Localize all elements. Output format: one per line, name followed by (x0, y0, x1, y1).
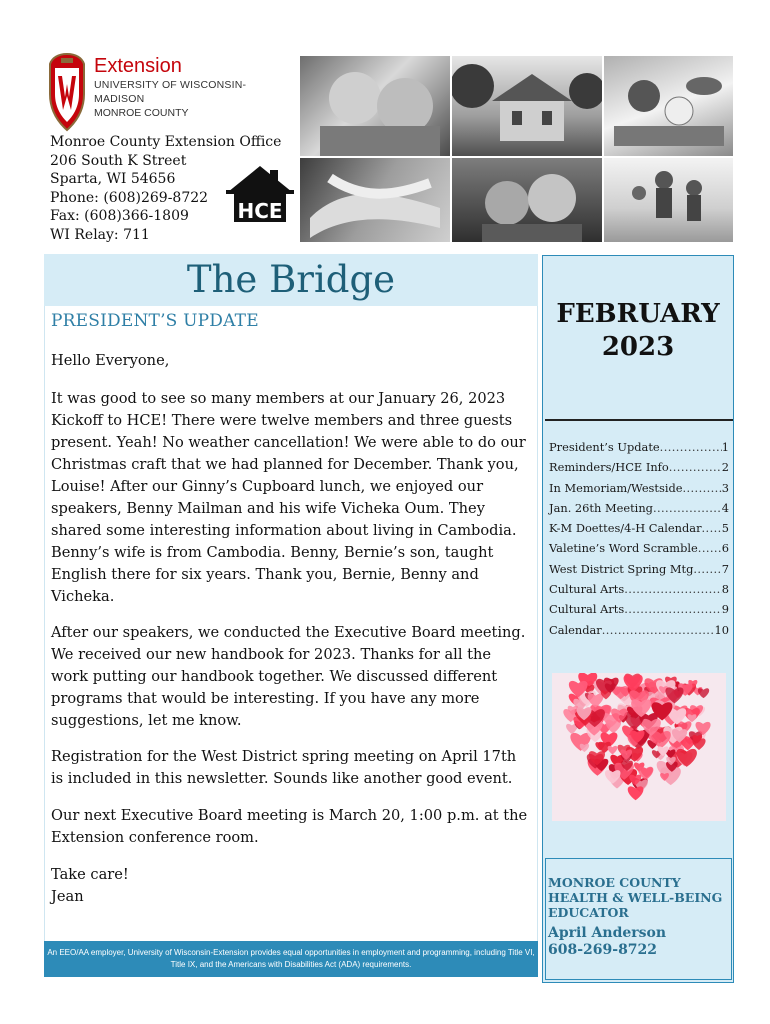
toc-item: Calendar ..... 10 (549, 620, 729, 640)
presidents-update-heading: PRESIDENT’S UPDATE (51, 311, 259, 331)
toc-item: Jan. 26th Meeting ..... 4 (549, 498, 729, 518)
photo-vegetables (604, 56, 733, 156)
photo-house (452, 56, 602, 156)
toc-item: Cultural Arts ..... 8 (549, 579, 729, 599)
newsletter-title: The Bridge (186, 258, 396, 301)
educator-phone: 608-269-8722 (548, 942, 658, 958)
uw-crest-icon (44, 52, 90, 132)
issue-month: FEBRUARY (556, 299, 720, 329)
letter-paragraph: It was good to see so many members at our January 26, 2023 Kickoff to HCE! There were twelve members and three guests present. Yeah! No weather cancellation! We were able to do our Christmas craft that we had planned for December. Thank you, Louise! After our Ginny’s Cupboard lunch, we enjoyed our speakers, Benny Mailman and his wife Vicheka Oum. They shared some interesting information about living in Cambodia. Benny’s wife is from Cambodia. Benny, Bernie’s son, taught English there for six years. Thank you, Bernie, Benny and Vicheka. (51, 390, 526, 605)
educator-name: April Anderson (548, 925, 667, 941)
logo-county-text: MONROE COUNTY (94, 107, 189, 119)
presidents-letter (51, 350, 531, 908)
letter-closing: Take care! (51, 866, 129, 883)
toc-item: West District Spring Mtg ..... 7 (549, 559, 729, 579)
hearts-icon (552, 673, 726, 821)
photo-grandmother (300, 56, 450, 156)
photo-family (604, 158, 733, 242)
eeo-footer: An EEO/AA employer, University of Wisconsin-Extension provides equal opportunities in employment and programming, including Title VI, Title IX, and the Americans with Disabilities Act (ADA) requirements. (44, 941, 538, 977)
valentine-hearts-image (552, 673, 726, 821)
toc-item: K-M Doettes/4-H Calendar ..... 5 (549, 518, 729, 538)
toc-item: In Memoriam/Westside ..... 3 (549, 478, 729, 498)
office-name: Monroe County Extension Office (50, 134, 282, 150)
letter-paragraph: Our next Executive Board meeting is March 20, 1:00 p.m. at the Extension conference room. (51, 807, 528, 846)
letter-signature: Jean (51, 888, 84, 905)
office-street: 206 South K Street (50, 152, 187, 169)
table-of-contents (549, 437, 729, 640)
logo-extension-text: Extension (94, 55, 182, 77)
hce-house-icon (224, 160, 296, 226)
photo-hands (300, 158, 450, 242)
hce-logo-text: HCE (237, 199, 283, 223)
letter-paragraph: Registration for the West District spring meeting on April 17th is included in this newsletter. Sounds like another good event. (51, 748, 517, 787)
toc-item: Cultural Arts ..... 9 (549, 599, 729, 619)
office-fax: Fax: (608)366-1809 (50, 208, 189, 225)
educator-contact (548, 925, 666, 959)
office-city: Sparta, WI 54656 (50, 171, 176, 188)
toc-item: Reminders/HCE Info ..... 2 (549, 457, 729, 477)
photo-children (452, 158, 602, 242)
logo-university-text: UNIVERSITY OF WISCONSIN-MADISON (94, 79, 247, 105)
title-band (44, 254, 538, 306)
office-relay: WI Relay: 711 (50, 226, 150, 243)
extension-logo (44, 52, 294, 132)
letter-greeting: Hello Everyone, (51, 352, 170, 369)
toc-item: Valetine’s Word Scramble ..... 6 (549, 538, 729, 558)
photo-collage (300, 56, 733, 242)
letter-paragraph: After our speakers, we conducted the Executive Board meeting. We received our new handbook for 2023. Thanks for all the work putting our handbook together. We discussed different programs that would be interesting. If you have any more suggestions, let me know. (51, 624, 526, 729)
issue-date (542, 298, 734, 364)
sidebar-divider (545, 419, 733, 421)
educator-title: MONROE COUNTY HEALTH & WELL-BEING EDUCATOR (548, 875, 723, 920)
toc-item: President’s Update ..... 1 (549, 437, 729, 457)
issue-year: 2023 (601, 332, 675, 362)
office-phone: Phone: (608)269-8722 (50, 189, 209, 206)
